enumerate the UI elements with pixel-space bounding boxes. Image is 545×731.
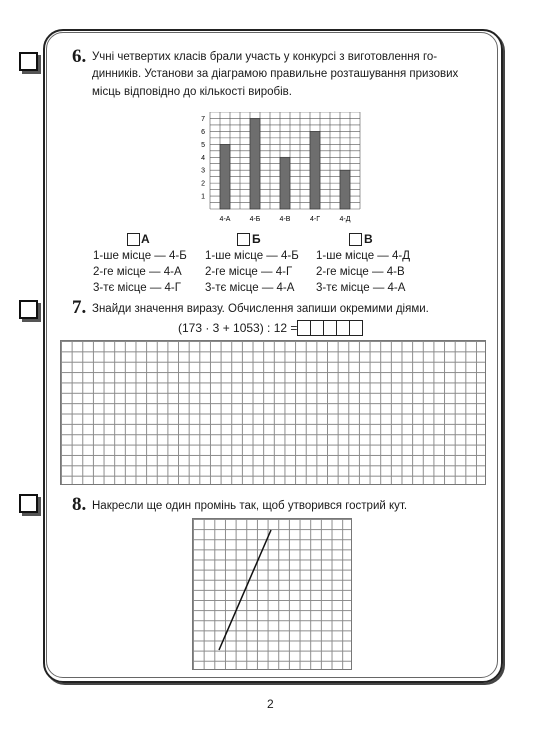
option-a-line: 1-ше місце — 4-Б (93, 250, 187, 262)
option-a-line: 2-ге місце — 4-А (93, 266, 182, 278)
task8-number: 8. (72, 494, 87, 515)
y-tick-label: 7 (201, 115, 205, 123)
y-tick-label: 3 (201, 167, 205, 175)
option-b-line: 2-ге місце — 4-Г (205, 266, 293, 278)
option-v-line: 2-ге місце — 4-В (316, 266, 405, 278)
option-v-line: 1-ше місце — 4-Д (316, 250, 411, 262)
x-tick-label: 4-А (219, 216, 231, 223)
task6-number: 6. (72, 46, 87, 67)
x-tick-label: 4-Г (309, 216, 321, 223)
y-tick-label: 6 (201, 128, 205, 136)
ray-line (219, 530, 271, 650)
option-a-line: 3-тє місце — 4-Г (93, 282, 181, 294)
x-tick-label: 4-Б (249, 216, 261, 223)
task7-number: 7. (72, 297, 87, 318)
task7-text: Знайди значення виразу. Обчислення запиши окремими діями. (92, 303, 429, 315)
task6-text-line1: Учні четвертих класів брали участь у конкурсі з виготовлення го- (92, 51, 438, 63)
task7-expression: (173 · 3 + 1053) : 12 = (178, 321, 298, 335)
option-b-line: 1-ше місце — 4-Б (205, 250, 299, 262)
option-v-line: 3-тє місце — 4-А (316, 282, 406, 294)
option-b-line: 3-тє місце — 4-А (205, 282, 295, 294)
x-tick-label: 4-В (279, 216, 291, 223)
option-v-letter: В (364, 232, 373, 246)
page-number: 2 (267, 697, 274, 711)
y-tick-label: 5 (201, 141, 205, 149)
y-tick-label: 2 (201, 180, 205, 188)
task6-text-line3: місць відповідно до кількості виробів. (92, 86, 292, 98)
task6-text-line2: динників. Установи за діаграмою правильне розташування призових (92, 68, 459, 80)
task8-text: Накресли ще один промінь так, щоб утворився гострий кут. (92, 500, 408, 512)
option-b-letter: Б (252, 232, 261, 246)
y-tick-label: 1 (201, 193, 205, 201)
option-a-letter: А (141, 232, 150, 246)
y-tick-label: 4 (201, 154, 205, 162)
x-tick-label: 4-Д (339, 216, 351, 223)
